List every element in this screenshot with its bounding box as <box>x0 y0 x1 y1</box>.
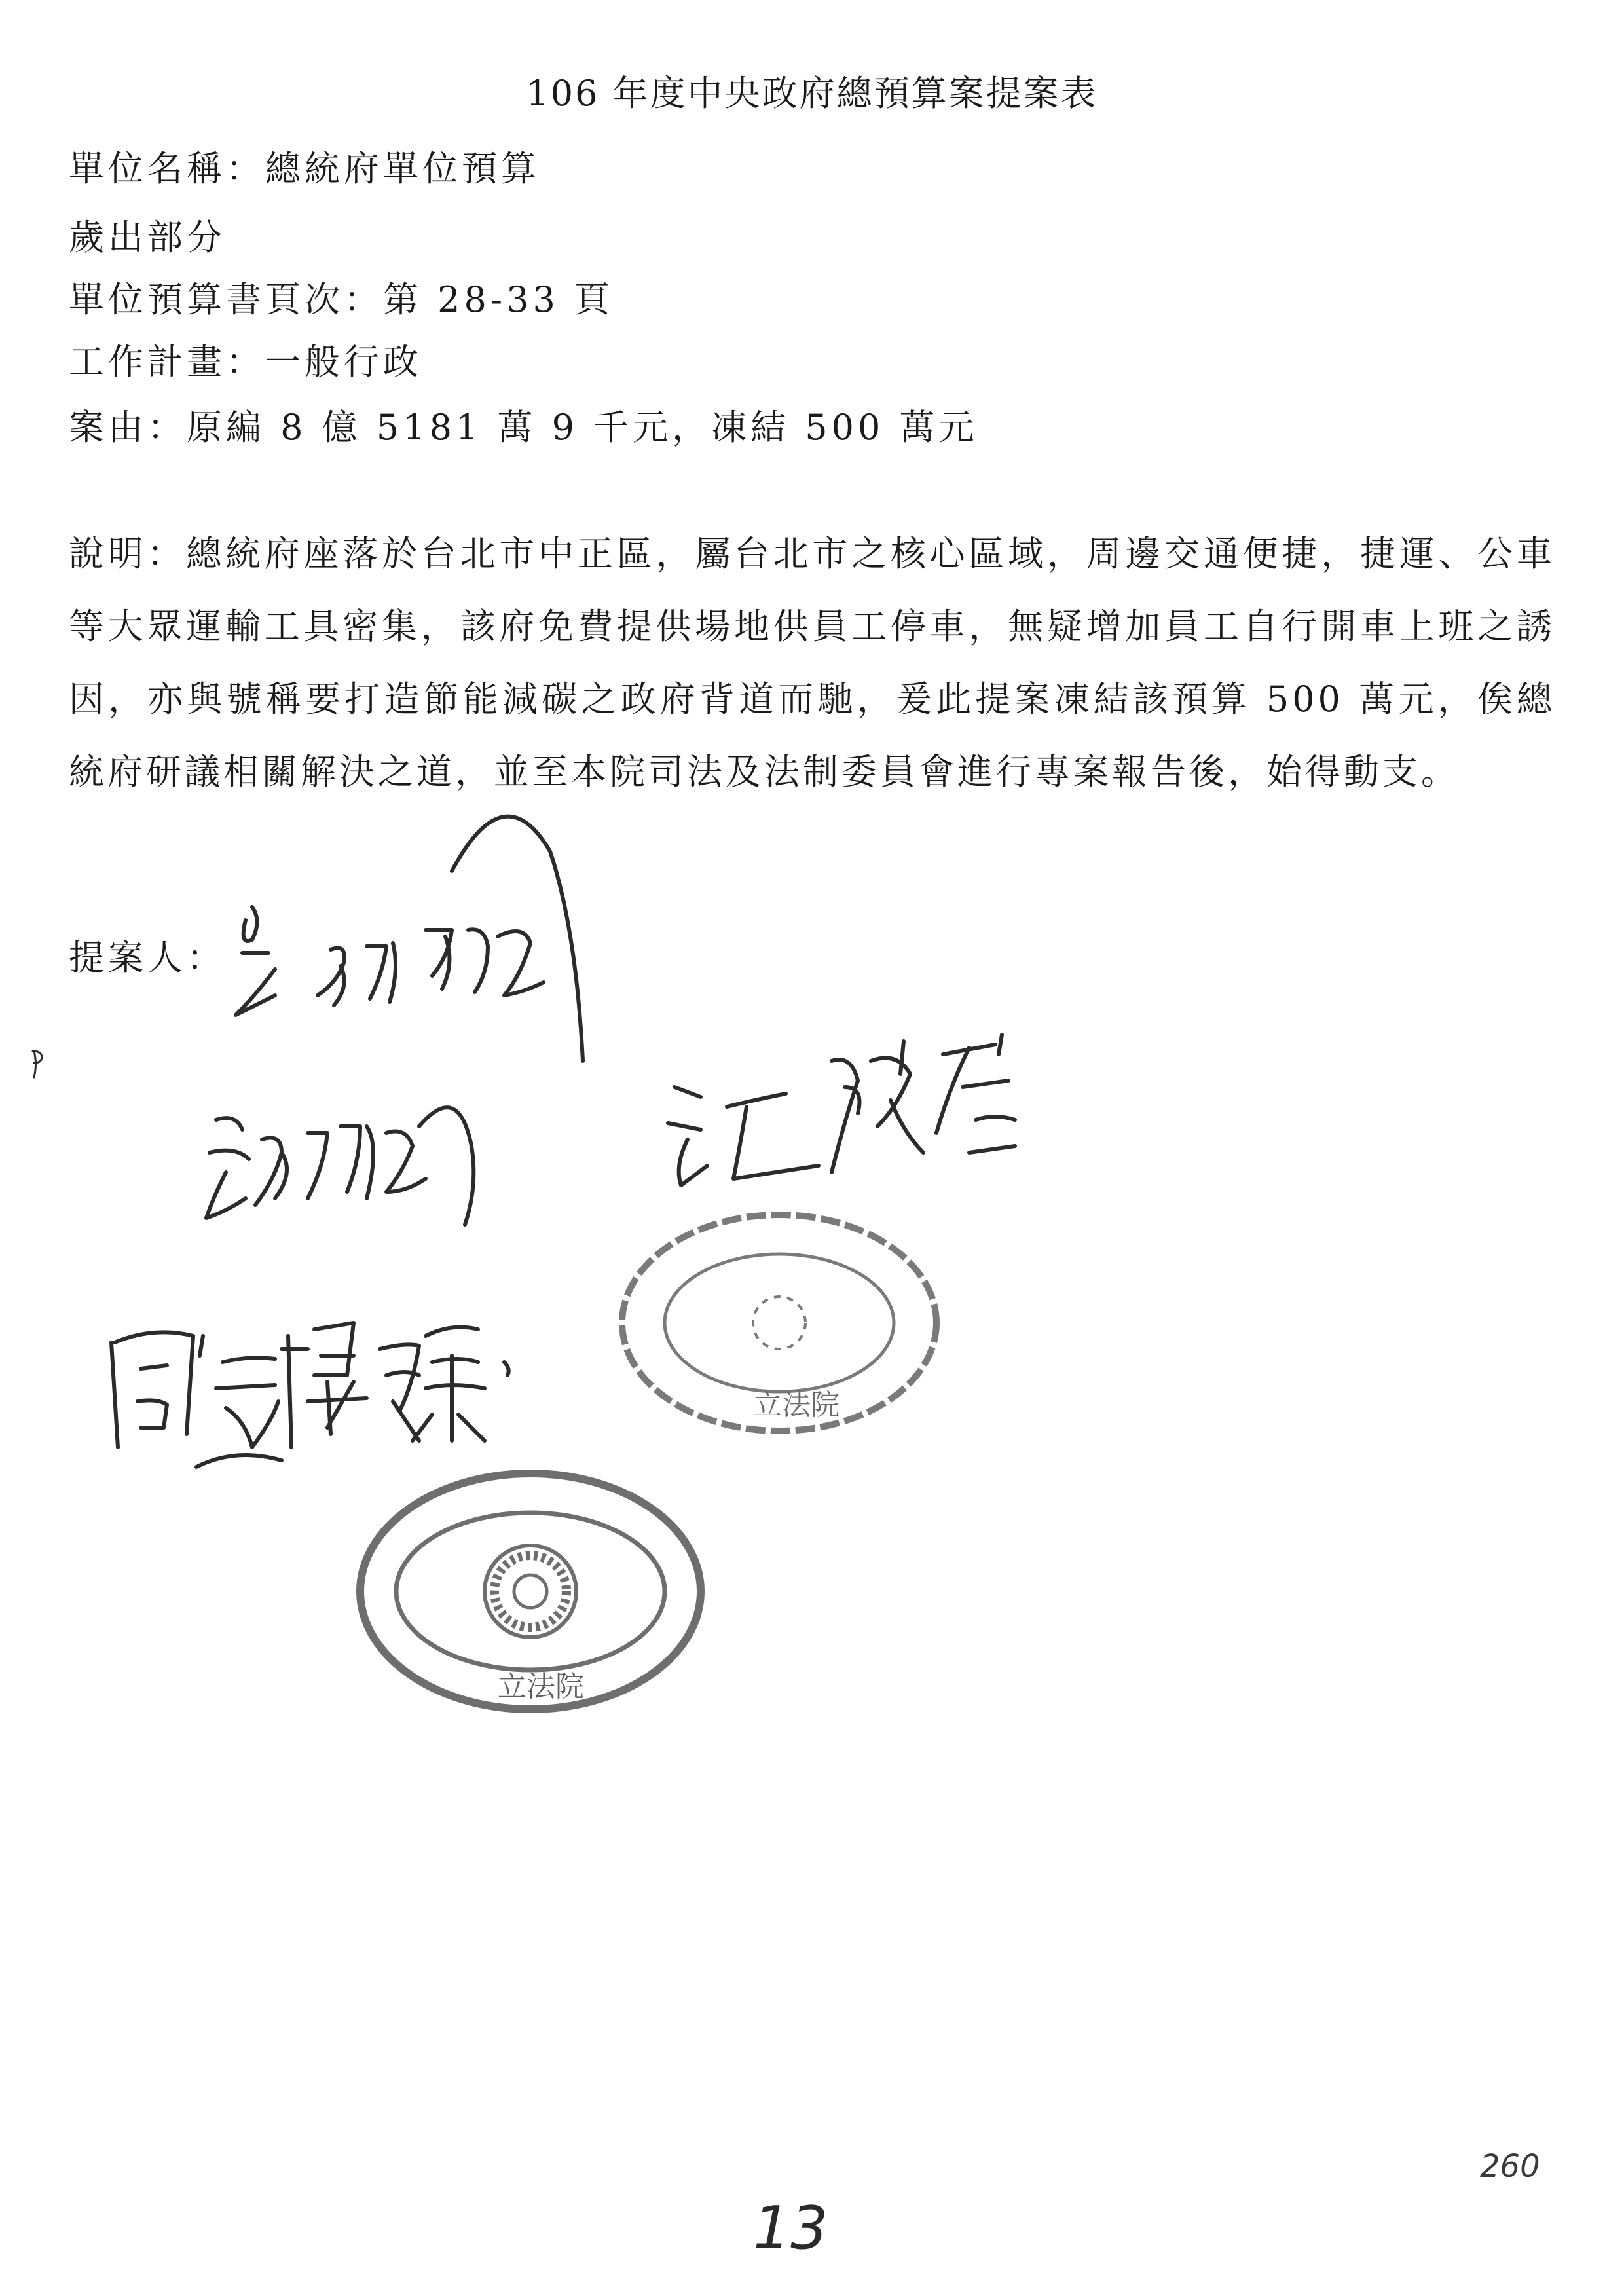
page-number: 13 <box>753 2194 828 2263</box>
legislature-stamp-1 <box>622 1215 936 1431</box>
explanation-paragraph: 說明：總統府座落於台北市中正區，屬台北市之核心區域，周邊交通便捷，捷運、公車等大眾運輸工具密集，該府免費提供場地供員工停車，無疑增加員工自行開車上班之誘因，亦與號稱要打造節能減碳之政府背道而馳，爰此提案凍結該預算 500 萬元，俟總統府研議相關解決之道，並至本院司法及法制委員會進行專案報告後，始得動支。 <box>69 533 1555 792</box>
proposer-label: 提案人： <box>69 937 226 978</box>
unit-name: 單位名稱：總統府單位預算 <box>69 148 540 189</box>
signature-withdrawal <box>111 1323 509 1467</box>
margin-mark <box>33 1051 42 1077</box>
signature-proposer-1 <box>236 817 583 1061</box>
signature-proposer-2 <box>206 1107 473 1225</box>
work-plan: 工作計畫：一般行政 <box>69 341 422 382</box>
budget-section: 歲出部分 <box>69 217 226 258</box>
legislature-stamp-2 <box>360 1473 701 1709</box>
budget-pages: 單位預算書頁次：第 28-33 頁 <box>69 279 614 320</box>
signature-proposer-3 <box>668 1035 1015 1185</box>
stamp-1-text: 立法院 <box>753 1388 840 1422</box>
case-summary: 案由：原編 8 億 5181 萬 9 千元，凍結 500 萬元 <box>69 407 978 448</box>
margin-note: 260 <box>1480 2148 1540 2185</box>
stamp-2-text: 立法院 <box>498 1670 584 1703</box>
document-title: 106 年度中央政府總預算案提案表 <box>526 73 1098 114</box>
